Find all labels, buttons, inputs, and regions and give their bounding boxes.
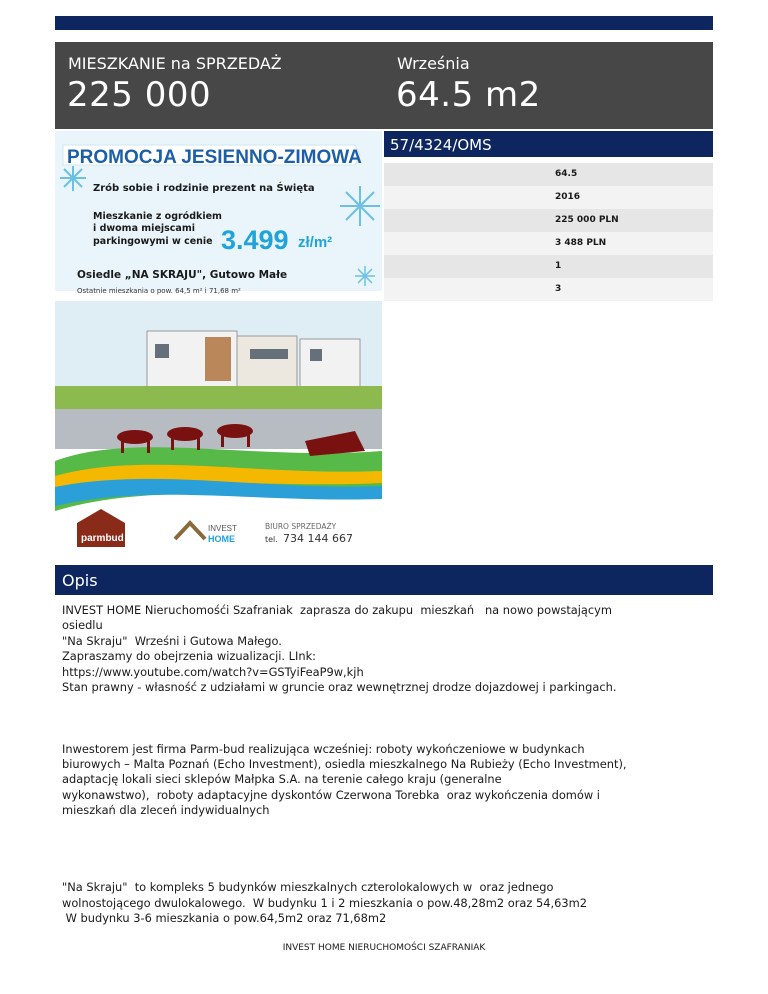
spec-row: 225 000 PLN xyxy=(384,209,713,232)
svg-text:i dwoma miejscami: i dwoma miejscami xyxy=(93,223,195,234)
svg-text:Ostatnie mieszkania o pow. 64,: Ostatnie mieszkania o pow. 64,5 m² i 71,68 m² xyxy=(77,287,241,295)
spec-row: 64.5 xyxy=(384,163,713,186)
listing-city: Września xyxy=(397,54,470,73)
svg-text:tel.: tel. xyxy=(265,535,278,544)
listing-area: 64.5 m2 xyxy=(396,75,541,115)
spec-row: 1 xyxy=(384,255,713,278)
reference-number: 57/4324/OMS xyxy=(384,131,713,157)
page-footer: INVEST HOME NIERUCHOMOŚCI SZAFRANIAK xyxy=(282,943,486,953)
svg-text:HOME: HOME xyxy=(208,534,235,544)
svg-text:INVEST: INVEST xyxy=(208,524,237,533)
listing-price: 225 000 xyxy=(67,75,212,115)
svg-text:PROMOCJA JESIENNO-ZIMOWA: PROMOCJA JESIENNO-ZIMOWA xyxy=(67,147,362,168)
top-accent-bar xyxy=(55,16,713,30)
spec-row: 2016 xyxy=(384,186,713,209)
specs-table xyxy=(384,163,713,301)
listing-header xyxy=(55,42,713,129)
svg-text:734 144 667: 734 144 667 xyxy=(283,532,353,545)
svg-text:BIURO SPRZEDAŻY: BIURO SPRZEDAŻY xyxy=(265,522,337,531)
svg-text:Osiedle „NA SKRAJU", Gutowo Ma: Osiedle „NA SKRAJU", Gutowo Małe xyxy=(77,269,288,281)
spec-row: 3 488 PLN xyxy=(384,232,713,255)
spec-row: 3 xyxy=(384,278,713,301)
snowflake-icon xyxy=(340,186,380,226)
listing-type-label: MIESZKANIE na SPRZEDAŻ xyxy=(68,54,282,73)
svg-text:zł/m²: zł/m² xyxy=(298,234,333,251)
snowflake-icon xyxy=(355,266,375,286)
svg-text:parkingowymi w cenie: parkingowymi w cenie xyxy=(93,236,213,247)
description-heading: Opis xyxy=(55,565,713,595)
svg-text:Mieszkanie z ogródkiem: Mieszkanie z ogródkiem xyxy=(93,211,222,222)
description-text: INVEST HOME Nieruchomośći Szafraniak zaprasza do zakupu mieszkań na nowo powstającym osiedlu "Na Skraju" Wrześni i Gutowa Małego. Zapraszamy do obejrzenia wizualizacji. LInk: https://www.youtube.com/watch?v=GSTyiFeaP9w,kjh Stan prawny - własność z udziałami w gruncie oraz wewnętrznej drodze dojazdowej i parkingach. Inwestorem jest firma Parm-bud realizująca wcześniej: roboty wykończeniowe w budynkach biurowych – Malta Poznań (Echo Investment), osiedla mieszkalnego Na Rubieży (Echo Investment), adaptację lokali sieci sklepów Małpka S.A. na terenie całego kraju (generalne wykonawstwo), roboty adaptacyjne dyskontów Czerwona Torebka oraz wykończenia domów i mieszkań dla zleceń indywidualnych "Na Skraju" to kompleks 5 budynków mieszkalnych czterolokalowych w oraz jednego wolnostojącego dwulokalowego. W budynku 1 i 2 mieszkania o pow.48,28m2 oraz 54,63m2 W budynku 3-6 mieszkania o pow.64,5m2 oraz 71,68m2 xyxy=(62,603,627,926)
promo-banner-image xyxy=(55,131,382,558)
svg-text:Zrób sobie i rodzinie prezent: Zrób sobie i rodzinie prezent na Święta xyxy=(93,183,315,194)
svg-text:3.499: 3.499 xyxy=(221,225,289,255)
svg-text:parmbud: parmbud xyxy=(81,533,124,544)
